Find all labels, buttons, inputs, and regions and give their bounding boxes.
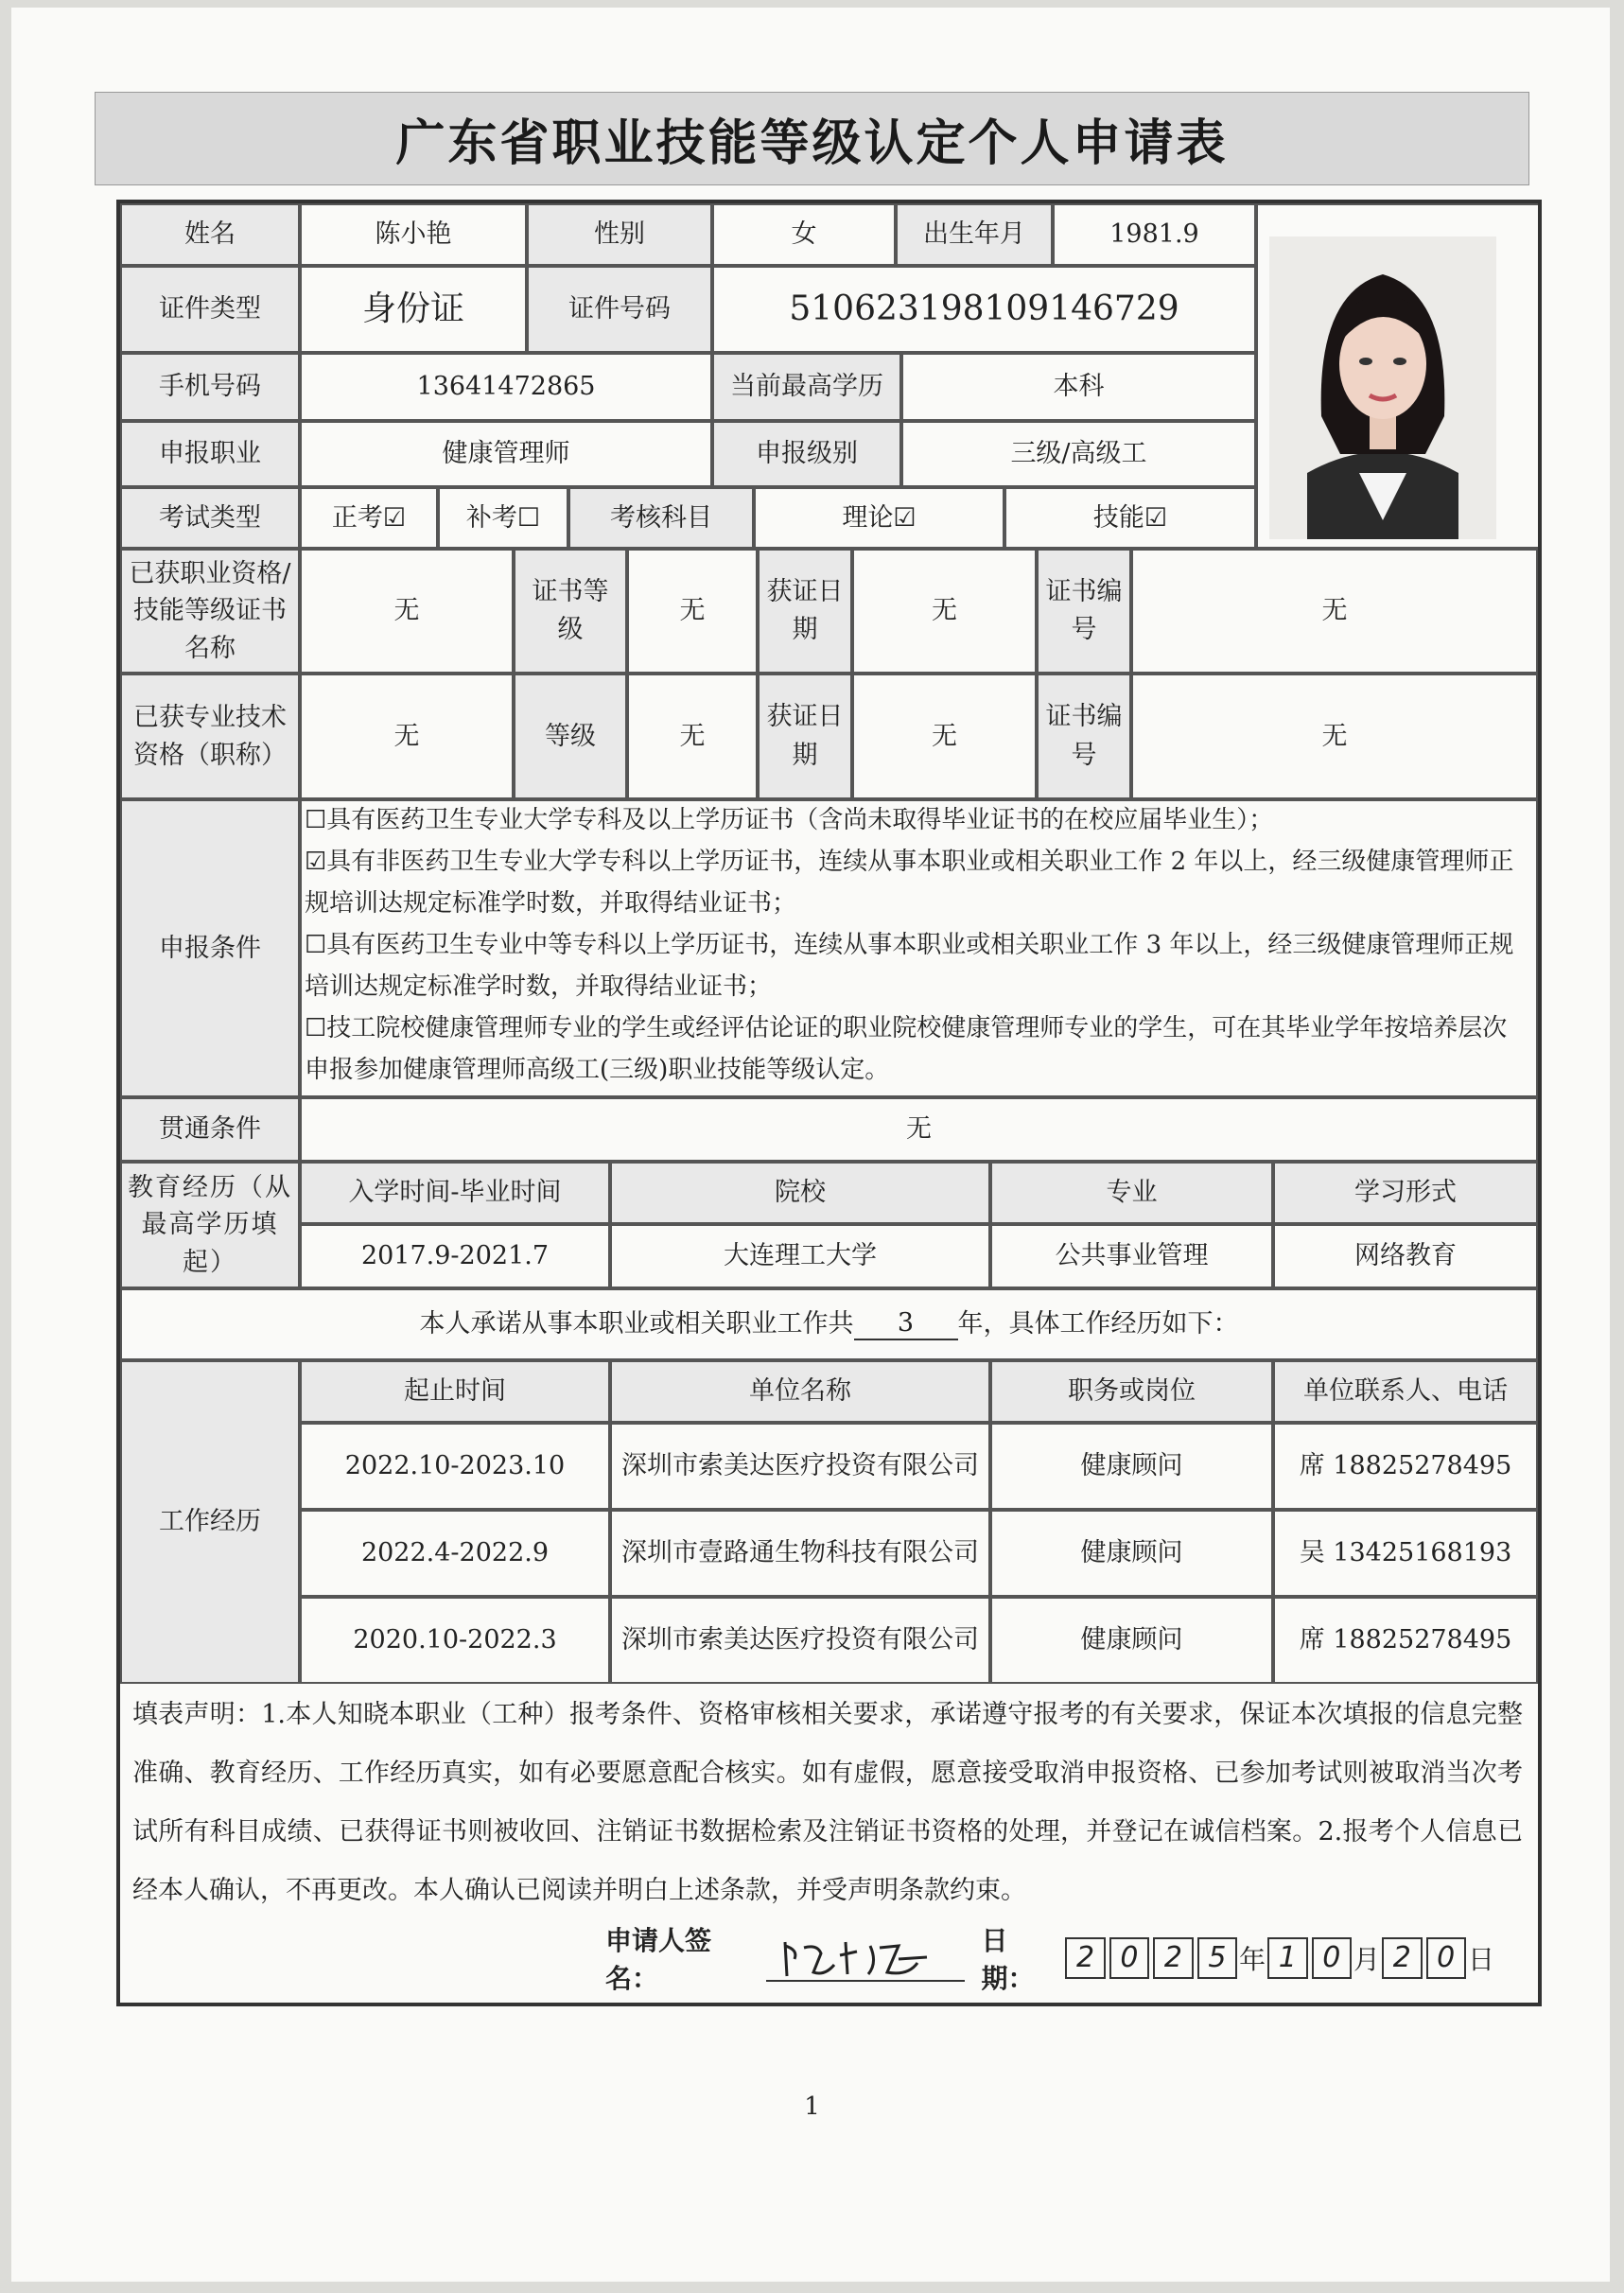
subjects-label: 考核科目 (568, 487, 754, 549)
pledge-prefix: 本人承诺从事本职业或相关职业工作共 (419, 1309, 854, 1339)
signature-field[interactable] (766, 1934, 965, 1982)
education-value: 本科 (901, 353, 1256, 421)
edu-school: 大连理工大学 (610, 1224, 990, 1288)
date-label: 日期： (981, 1925, 1035, 1994)
month-digit-2[interactable]: 0 (1312, 1937, 1352, 1979)
condition-item-2[interactable]: ☑具有非医药卫生专业大学专科以上学历证书，连续从事本职业或相关职业工作 2 年以上，经三级健康管理师正规培训达规定标准学时数，并取得结业证书； (305, 848, 1514, 918)
work-row-1-position: 健康顾问 (990, 1423, 1273, 1510)
work-row-1-company: 深圳市索美达医疗投资有限公司 (610, 1423, 990, 1510)
exam-type-label: 考试类型 (120, 487, 300, 549)
work-history-label: 工作经历 (120, 1360, 300, 1684)
page-number: 1 (804, 2092, 820, 2121)
work-row-2-company: 深圳市壹路通生物科技有限公司 (610, 1510, 990, 1597)
work-row-1-contact: 席 18825278495 (1273, 1423, 1538, 1510)
cert-qual-name: 无 (300, 549, 514, 674)
id-type-label: 证件类型 (120, 266, 300, 353)
conditions-label: 申报条件 (120, 799, 300, 1097)
work-row-2-position: 健康顾问 (990, 1510, 1273, 1597)
level-label: 申报级别 (712, 421, 901, 487)
education-label: 当前最高学历 (712, 353, 901, 421)
cert-title-date: 无 (852, 674, 1037, 799)
pledge-suffix: 年，具体工作经历如下： (957, 1309, 1239, 1339)
cert-title-level-label: 等级 (514, 674, 627, 799)
year-digit-1[interactable]: 2 (1065, 1937, 1105, 1979)
cert-qual-number: 无 (1131, 549, 1538, 674)
condition-item-4[interactable]: ☐技工院校健康管理师专业的学生或经评估论证的职业院校健康管理师专业的学生，可在其毕业学年按培养层次申报参加健康管理师高级工(三级)职业技能等级认定。 (305, 1014, 1508, 1084)
applicant-photo (1269, 236, 1496, 539)
cert-title-name: 无 (300, 674, 514, 799)
work-header-company: 单位名称 (610, 1360, 990, 1423)
edu-header-mode: 学习形式 (1273, 1162, 1538, 1224)
cert-qual-number-label: 证书编号 (1037, 549, 1131, 674)
condition-item-3[interactable]: ☐具有医药卫生专业中等专科以上学历证书，连续从事本职业或相关职业工作 3 年以上，经三级健康管理师正规培训达规定标准学时数，并取得结业证书； (305, 931, 1514, 1001)
work-pledge (120, 1288, 1538, 1360)
work-header-contact: 单位联系人、电话 (1273, 1360, 1538, 1423)
work-row-3-period: 2020.10-2022.3 (300, 1597, 610, 1684)
cert-qual-label: 已获职业资格/技能等级证书名称 (120, 549, 300, 674)
cert-title-label: 已获专业技术资格（职称） (120, 674, 300, 799)
work-row-3-position: 健康顾问 (990, 1597, 1273, 1684)
skill-checkbox[interactable]: 技能☑ (1004, 487, 1256, 549)
cert-title-number: 无 (1131, 674, 1538, 799)
work-header-position: 职务或岗位 (990, 1360, 1273, 1423)
work-row-2-period: 2022.4-2022.9 (300, 1510, 610, 1597)
year-digit-4[interactable]: 5 (1197, 1937, 1237, 1979)
gender-value: 女 (712, 203, 896, 266)
id-number-label: 证件号码 (527, 266, 712, 353)
occupation-label: 申报职业 (120, 421, 300, 487)
id-number-value: 510623198109146729 (712, 266, 1256, 353)
conditions-list (305, 799, 1525, 1088)
work-header-period: 起止时间 (300, 1360, 610, 1423)
edu-header-period: 入学时间-毕业时间 (300, 1162, 610, 1224)
edu-header-major: 专业 (990, 1162, 1273, 1224)
cert-title-date-label: 获证日期 (758, 674, 852, 799)
condition-item-1[interactable]: ☐具有医药卫生专业大学专科及以上学历证书（含尚未取得毕业证书的在校应届毕业生）； (305, 806, 1274, 834)
cert-qual-date: 无 (852, 549, 1037, 674)
month-digit-1[interactable]: 1 (1267, 1937, 1307, 1979)
level-value: 三级/高级工 (901, 421, 1256, 487)
theory-checkbox[interactable]: 理论☑ (754, 487, 1004, 549)
signature-label: 申请人签名： (605, 1925, 712, 1994)
birth-value: 1981.9 (1053, 203, 1256, 266)
handwritten-signature (766, 1934, 965, 1980)
edu-mode: 网络教育 (1273, 1224, 1538, 1288)
cert-title-level: 无 (627, 674, 758, 799)
day-digit-2[interactable]: 0 (1426, 1937, 1466, 1979)
day-digit-1[interactable]: 2 (1382, 1937, 1422, 1979)
declaration-text: 填表声明：1.本人知晓本职业（工种）报考条件、资格审核相关要求，承诺遵守报考的有关要求，保证本次填报的信息完整准确、教育经历、工作经历真实，如有必要愿意配合核实。如有虚假，愿意接受取消申报资格、已参加考试则被取消当次考试所有科目成绩、已获得证书则被收回、注销证书数据检索及注销证书资格的处理，并登记在诚信档案。2.报考个人信息已经本人确认，不再更改。本人确认已阅读并明白上述条款，并受声明条款约束。 (132, 1700, 1523, 1905)
cert-qual-level-label: 证书等级 (514, 549, 627, 674)
cert-title-number-label: 证书编号 (1037, 674, 1131, 799)
exam-makeup-checkbox[interactable]: 补考☐ (438, 487, 568, 549)
work-row-3-company: 深圳市索美达医疗投资有限公司 (610, 1597, 990, 1684)
bridge-label: 贯通条件 (120, 1097, 300, 1162)
edu-major: 公共事业管理 (990, 1224, 1273, 1288)
year-digit-2[interactable]: 0 (1109, 1937, 1149, 1979)
edu-header-school: 院校 (610, 1162, 990, 1224)
bridge-value: 无 (300, 1097, 1538, 1162)
gender-label: 性别 (527, 203, 712, 266)
work-row-2-contact: 吴 13425168193 (1273, 1510, 1538, 1597)
birth-label: 出生年月 (896, 203, 1053, 266)
name-value: 陈小艳 (300, 203, 527, 266)
cert-qual-level: 无 (627, 549, 758, 674)
signature-row (605, 1925, 1494, 1994)
cert-qual-date-label: 获证日期 (758, 549, 852, 674)
phone-value: 13641472865 (300, 353, 712, 421)
occupation-value: 健康管理师 (300, 421, 712, 487)
id-type-value: 身份证 (300, 266, 527, 353)
edu-period: 2017.9-2021.7 (300, 1224, 610, 1288)
pledge-years: 3 (854, 1308, 958, 1340)
day-unit: 日 (1467, 1944, 1494, 1975)
work-row-3-contact: 席 18825278495 (1273, 1597, 1538, 1684)
phone-label: 手机号码 (120, 353, 300, 421)
form-title: 广东省职业技能等级认定个人申请表 (95, 92, 1529, 185)
year-unit: 年 (1239, 1944, 1266, 1975)
month-unit: 月 (1353, 1944, 1381, 1975)
edu-history-label: 教育经历（从最高学历填起） (120, 1162, 300, 1288)
exam-regular-checkbox[interactable]: 正考☑ (300, 487, 438, 549)
work-row-1-period: 2022.10-2023.10 (300, 1423, 610, 1510)
year-digit-3[interactable]: 2 (1153, 1937, 1193, 1979)
name-label: 姓名 (120, 203, 300, 266)
